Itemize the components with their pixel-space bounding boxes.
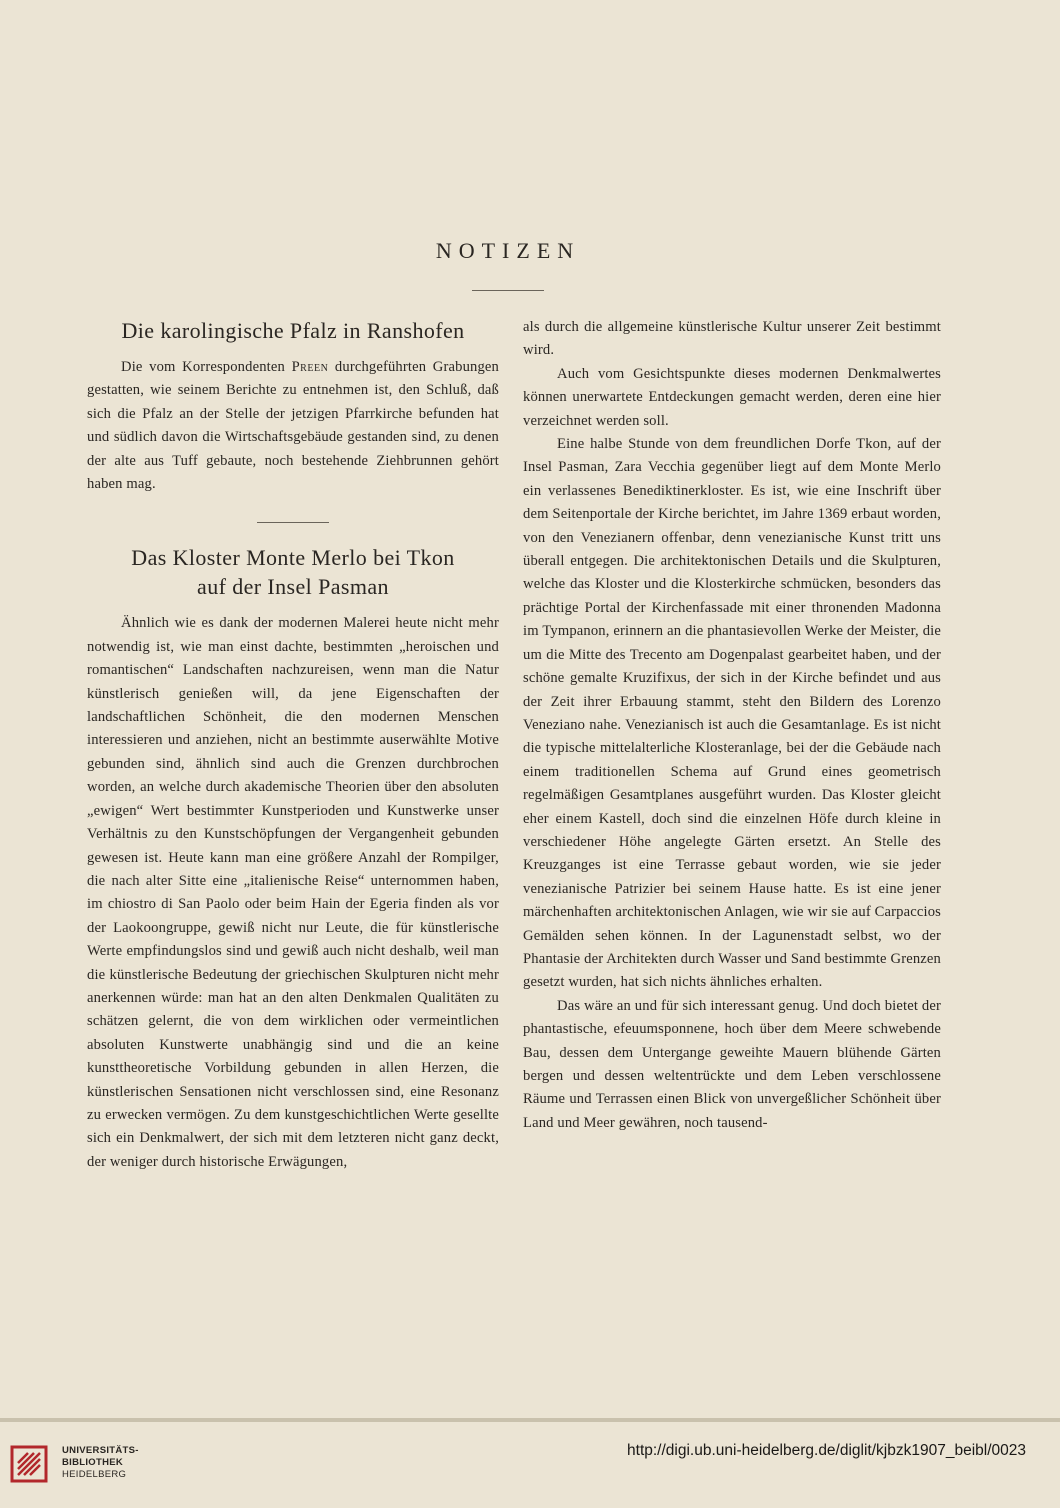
source-url[interactable]: http://digi.ub.uni-heidelberg.de/diglit/kjbzk1907_beibl/0023	[627, 1442, 1026, 1459]
logo-line-3: HEIDELBERG	[62, 1469, 127, 1480]
article2-paragraph-3: Eine halbe Stunde von dem freundlichen Dorfe Tkon, auf der Insel Pasman, Zara Vecchia gegenüber liegt auf dem Monte Merlo ein verlassenes Benediktinerkloster. Es ist, wie eine Inschrift über dem Seitenportale der Kirche berichtet, im Jahre 1369 erbaut worden, von den Venezianern offenbar, denn venezianische Kunst tritt uns überall entgegen. Die architektonischen Details und die Skulpturen, welche das Kloster und die Klosterkirche schmücken, besonders das prächtige Portal der Kirchenfassade mit einer thronenden Madonna im Tympanon, erinnern an die phantasievollen Werke der Meister, die um die Mitte des Trecento am Dogenpalast gearbeitet haben, und der schöne gemalte Kruzifixus, der sich in der Kirche befindet und aus der Zeit ihrer Erbauung stammt, steht den Bildern des Lorenzo Veneziano nahe. Venezianisch ist auch die Gesamtanlage. Es ist nicht die typische mittelalterliche Klosteranlage, bei der die Gebäude nach einem traditionellen Schema auf Grund eines geometrisch regelmäßigen Gesamtplanes ausgeführt wurden. Das Kloster gleicht eher einem Kastell, doch sind die einzelnen Höfe durch kleine in verschiedener Höhe angelegte Gärten ersetzt. An Stelle des Kreuzganges ist eine Terrasse gebaut worden, wie sie jeder venezianische Patrizier bei seinem Hause hatte. Es ist eine jener märchenhaften architektonischen Anlagen, wie wir sie auf Carpaccios Gemälden sehen können. In der Lagunenstadt selbst, wo der Phantasie der Architekten durch Wasser und Sand bestimmte Grenzen gesetzt wurden, hat sich nichts ähnliches erhalten.	[523, 436, 941, 991]
article-divider	[257, 522, 329, 523]
article1-heading: Die karolingische Pfalz in Ranshofen	[121, 318, 465, 343]
title-divider	[472, 290, 544, 291]
logo-line-2: BIBLIOTHEK	[62, 1457, 124, 1468]
article2-heading-line2: auf der Insel Pasman	[197, 574, 389, 600]
right-column	[523, 316, 941, 1135]
library-logo	[10, 1437, 170, 1497]
article2-heading-line1: Das Kloster Monte Merlo bei Tkon	[131, 545, 455, 571]
article2-paragraph-4: Das wäre an und für sich interessant genug. Und doch bietet der phantastische, efeuumsponnene, hoch über dem Meere schwebende Bau, dessen dem Untergange geweihte Mauern blühende Gärten bergen und dessen weltentrückte und dem Leben verschlossene Räume und Terrassen einen Blick von unvergeßlicher Schönheit über Land und Meer gewähren, noch tausend-	[523, 997, 941, 1131]
article2-paragraph-2: Auch vom Gesichtspunkte dieses modernen Denkmalwertes können unerwartete Entdeckungen gemacht werden, deren eine hier verzeichnet werden soll.	[523, 365, 941, 429]
logo-line-1: UNIVERSITÄTS-	[62, 1445, 139, 1456]
library-logo-icon	[10, 1441, 50, 1485]
library-logo-text	[62, 1445, 139, 1481]
article1-text-a: Die vom Korrespondenten	[121, 359, 292, 375]
article2-heading	[87, 543, 499, 601]
article2-paragraph-1: Ähnlich wie es dank der modernen Malerei heute nicht mehr notwendig ist, wie man einst dachte, bestimmten „heroischen und romantischen“ Landschaften nachzureisen, wenn man die Natur künstlerisch genießen will, da jene Eigenschaften der landschaftlichen Schönheit, die den modernen Menschen interessieren und anziehen, nicht an bestimmte auserwählte Motive gebunden sind, ähnlich sind auch die Grenzen durchbrochen worden, an welche durch akademische Theorien über den absoluten „ewigen“ Wert bestimmter Kunstperioden und Kunstwerke unser Verhältnis zu den Kunstschöpfungen der Vergangenheit gebunden gewesen ist. Heute kann man eine größere Anzahl der Rompilger, die nach alter Sitte eine „italienische Reise“ unternommen haben, im chiostro di San Paolo oder beim Hain der Egeria finden als vor der Laokoongruppe, gewiß nicht nur Leute, die für künstlerische Werte empfindungslos sind und gewiß auch nicht deshalb, weil man die künstlerische Bedeutung der griechischen Skulpturen nicht mehr anerkennen würde: man hat an den alten Denkmalen Qualitäten zu schätzen gelernt, die von dem wirklichen oder vermeintlichen absoluten Kunstwerte unabhängig sind und die an keine kunsttheoretische Vorbildung gebunden in allen Herzen, die künstlerischen Sensationen nicht verschlossen sind, eine Resonanz zu erwecken vermögen. Zu dem kunstgeschichtlichen Werte gesellte sich ein Denkmalwert, der sich mit dem letzteren nicht ganz deckt, der weniger durch historische Erwägungen,	[87, 615, 499, 1170]
section-title: NOTIZEN	[435, 238, 581, 263]
article1-text-b: durchgeführten Grabungen gestatten, wie seinem Berichte zu entnehmen ist, den Schluß, daß sich die Pfalz an der Stelle der jetzigen Pfarrkirche befunden hat und südlich davon die Wirtschaftsgebäude gestanden sind, zu denen der alte aus Tuff gebaute, noch bestehende Ziehbrunnen gehört haben mag.	[87, 359, 499, 493]
article1-paragraph	[87, 356, 499, 496]
correspondent-name: Preen	[291, 359, 329, 375]
article2-paragraph-1-continued: als durch die allgemeine künstlerische Kultur unserer Zeit bestimmt wird.	[523, 319, 941, 359]
page-bottom-edge	[0, 1418, 1060, 1422]
left-column	[87, 316, 499, 1174]
